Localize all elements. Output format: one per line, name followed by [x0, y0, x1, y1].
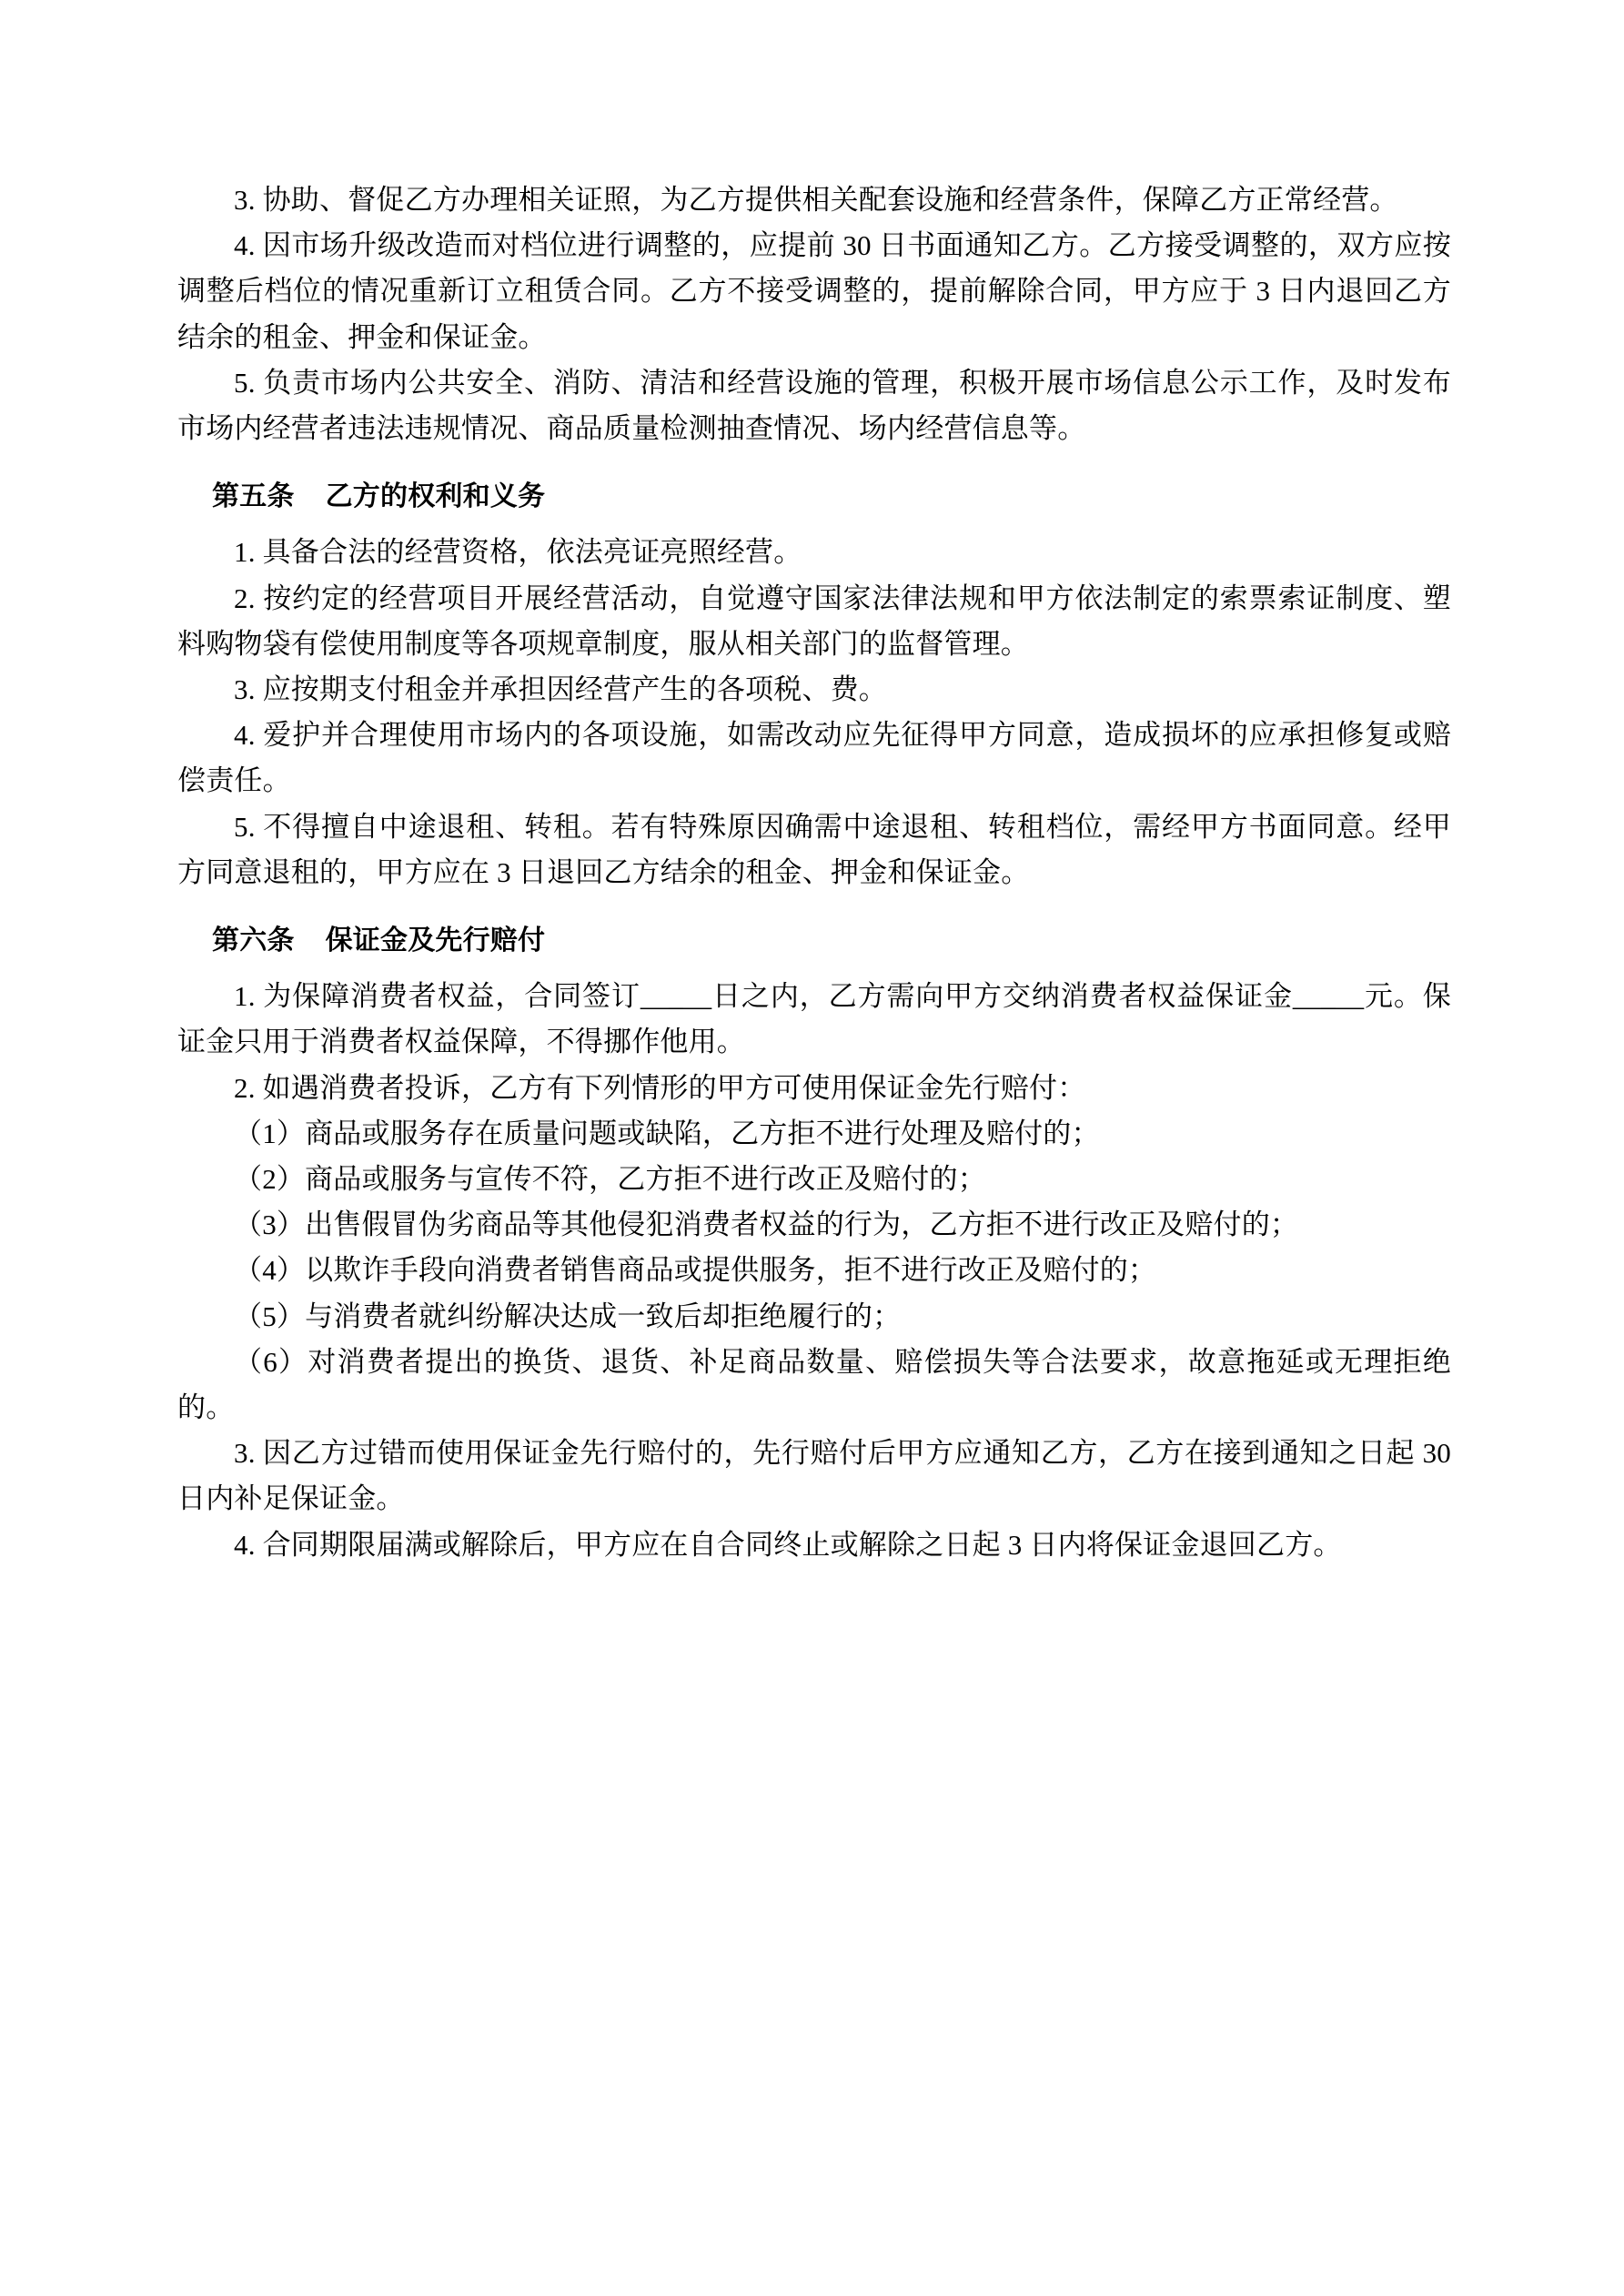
paragraph: 1. 为保障消费者权益，合同签订_____日之内，乙方需向甲方交纳消费者权益保证金_____元。保证金只用于消费者权益保障，不得挪作他用。 — [177, 980, 1451, 1058]
paragraph: 3. 协助、督促乙方办理相关证照，为乙方提供相关配套设施和经营条件，保障乙方正常经营。 — [234, 184, 1398, 216]
paragraph: 2. 如遇消费者投诉，乙方有下列情形的甲方可使用保证金先行赔付： — [234, 1071, 1086, 1104]
paragraph: 4. 合同期限届满或解除后，甲方应在自合同终止或解除之日起 3 日内将保证金退回乙方。 — [234, 1528, 1342, 1561]
section-six-items — [177, 974, 1451, 1568]
paragraph: （6）对消费者提出的换货、退货、补足商品数量、赔偿损失等合法要求，故意拖延或无理拒绝的。 — [177, 1345, 1451, 1424]
paragraph: （2）商品或服务与宣传不符，乙方拒不进行改正及赔付的； — [234, 1162, 986, 1195]
section-number: 第六条 — [212, 925, 295, 956]
paragraph: （5）与消费者就纠纷解决达成一致后却拒绝履行的； — [234, 1300, 902, 1332]
paragraph: 3. 应按期支付租金并承担因经营产生的各项税、费。 — [234, 673, 887, 705]
clause-four-items — [177, 177, 1451, 451]
section-heading-six — [177, 919, 1451, 963]
paragraph: 5. 不得擅自中途退租、转租。若有特殊原因确需中途退租、转租档位，需经甲方书面同意。经甲方同意退租的，甲方应在 3 日退回乙方结余的租金、押金和保证金。 — [177, 810, 1451, 888]
paragraph: （4）以欺诈手段向消费者销售商品或提供服务，拒不进行改正及赔付的； — [234, 1254, 1157, 1287]
paragraph: （1）商品或服务存在质量问题或缺陷，乙方拒不进行处理及赔付的； — [234, 1117, 1100, 1149]
section-five-items — [177, 530, 1451, 895]
section-title: 保证金及先行赔付 — [325, 925, 546, 956]
paragraph: 5. 负责市场内公共安全、消防、清洁和经营设施的管理，积极开展市场信息公示工作，及时发布市场内经营者违法违规情况、商品质量检测抽查情况、场内经营信息等。 — [177, 366, 1451, 445]
paragraph: （3）出售假冒伪劣商品等其他侵犯消费者权益的行为，乙方拒不进行改正及赔付的； — [234, 1209, 1299, 1241]
section-heading-five — [177, 475, 1451, 519]
paragraph: 3. 因乙方过错而使用保证金先行赔付的，先行赔付后甲方应通知乙方，乙方在接到通知之日起 30 日内补足保证金。 — [177, 1437, 1451, 1515]
section-title: 乙方的权利和义务 — [325, 481, 546, 512]
document-body — [177, 177, 1451, 1568]
paragraph: 1. 具备合法的经营资格，依法亮证亮照经营。 — [234, 536, 802, 569]
paragraph: 4. 爱护并合理使用市场内的各项设施，如需改动应先征得甲方同意，造成损坏的应承担修复或赔偿责任。 — [177, 719, 1451, 797]
section-number: 第五条 — [212, 481, 295, 512]
paragraph: 4. 因市场升级改造而对档位进行调整的，应提前 30 日书面通知乙方。乙方接受调整的，双方应按调整后档位的情况重新订立租赁合同。乙方不接受调整的，提前解除合同，甲方应于 3 日内退回乙方结余的租金、押金和保证金。 — [177, 229, 1451, 353]
paragraph: 2. 按约定的经营项目开展经营活动，自觉遵守国家法律法规和甲方依法制定的索票索证制度、塑料购物袋有偿使用制度等各项规章制度，服从相关部门的监督管理。 — [177, 582, 1451, 660]
